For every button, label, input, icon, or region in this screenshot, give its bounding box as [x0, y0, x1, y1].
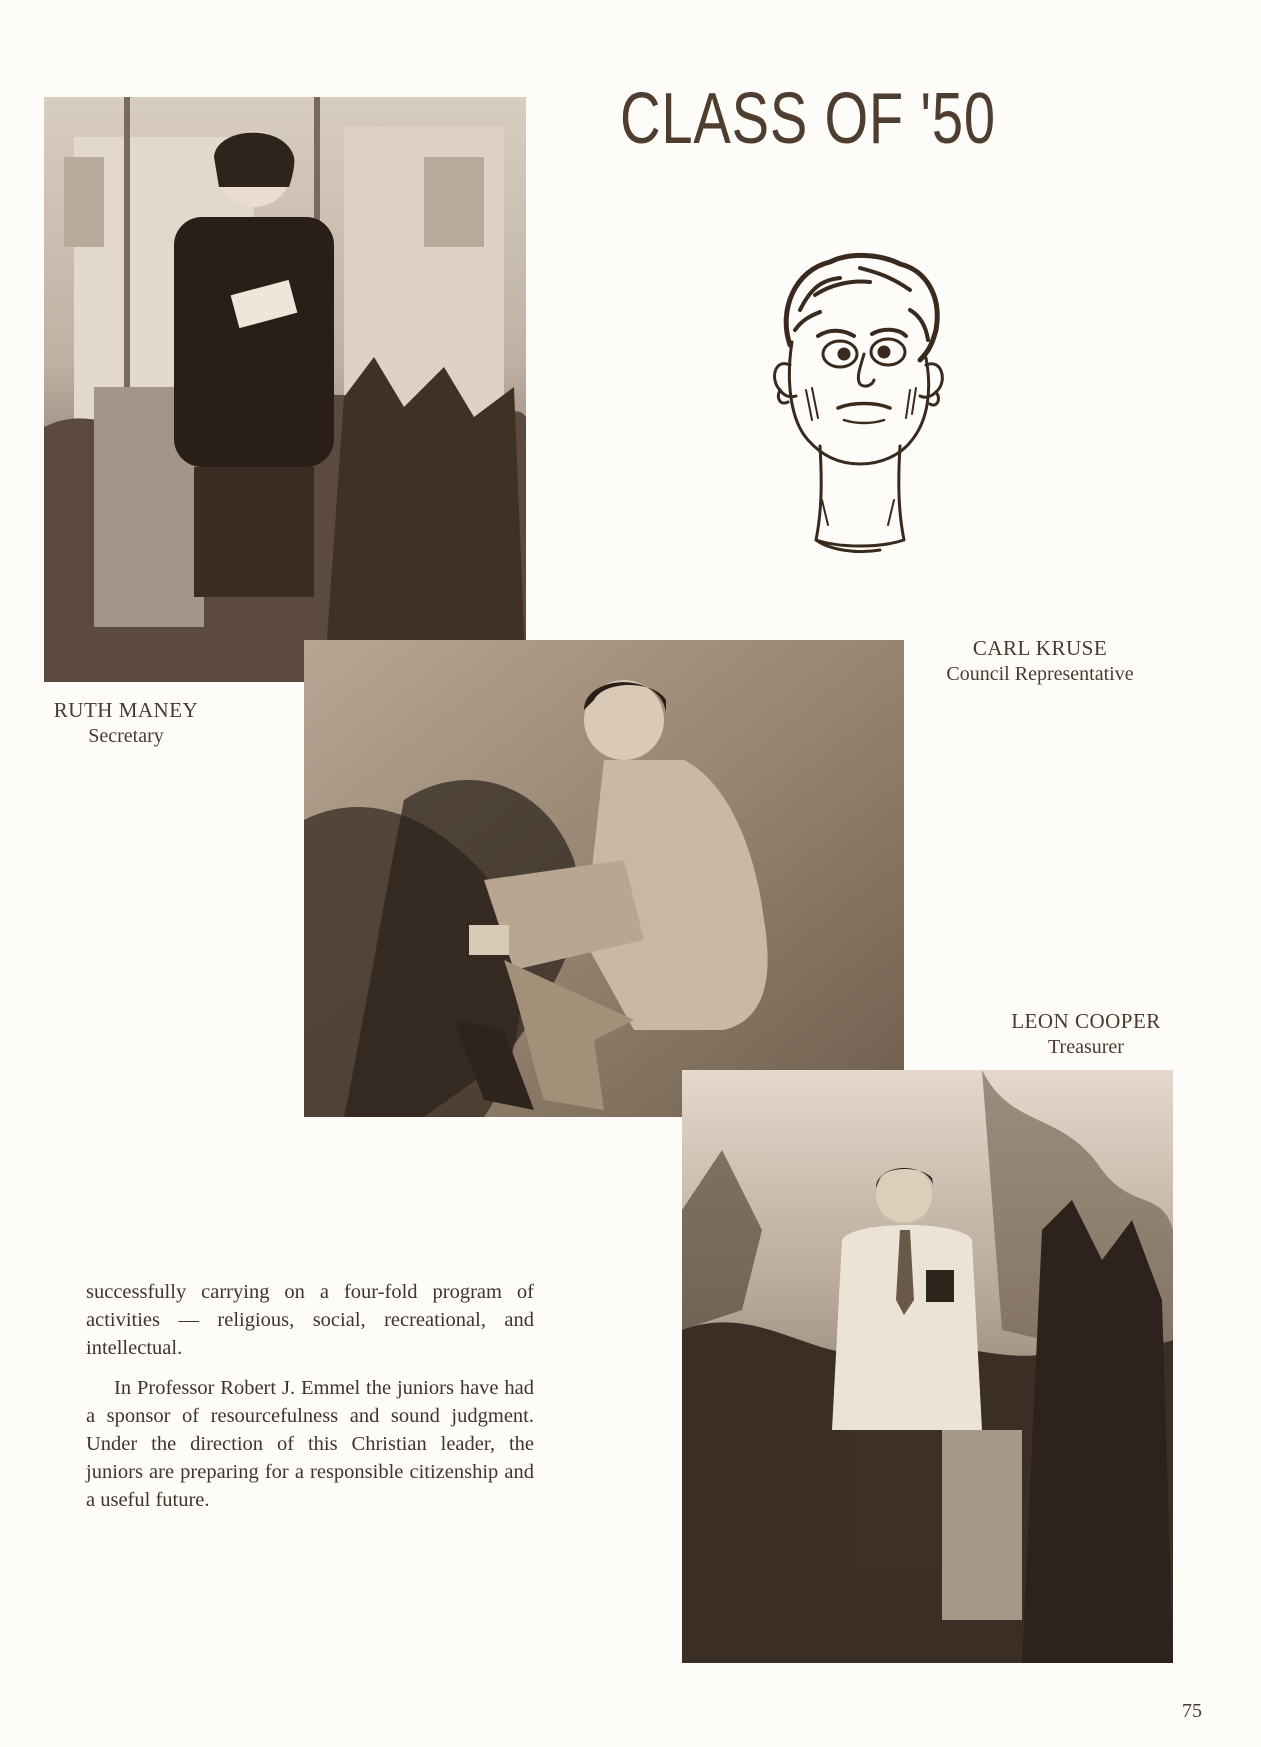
- officer-role: Treasurer: [1048, 1035, 1124, 1058]
- body-text: [86, 1278, 534, 1514]
- officer-name: RUTH MANEY: [53, 698, 199, 722]
- officer-role: Secretary: [88, 724, 164, 747]
- body-paragraph-2: In Professor Robert J. Emmel the juniors have had a sponsor of resourcefulness and sound judgment. Under the direction of this Christian leader, the juniors are preparing for a responsible citizenship and a useful future.: [86, 1377, 534, 1511]
- page-number: 75: [1182, 1700, 1202, 1722]
- caption-leon-cooper: [1000, 1009, 1172, 1059]
- photo-ruth-maney: [44, 97, 526, 682]
- officer-role: Council Representative: [946, 662, 1134, 685]
- caption-carl-kruse: [920, 636, 1160, 686]
- caricature-illustration: [760, 250, 960, 570]
- caption-ruth-maney: [40, 698, 212, 748]
- body-paragraph-1: successfully carrying on a four-fold program of activities — religious, social, recreational, and intellectual.: [86, 1281, 534, 1359]
- officer-name: CARL KRUSE: [972, 636, 1108, 660]
- page-title: CLASS OF '50: [620, 79, 996, 159]
- officer-name: LEON COOPER: [1011, 1009, 1161, 1033]
- photo-carl-kruse: [304, 640, 904, 1117]
- photo-leon-cooper: [682, 1070, 1173, 1663]
